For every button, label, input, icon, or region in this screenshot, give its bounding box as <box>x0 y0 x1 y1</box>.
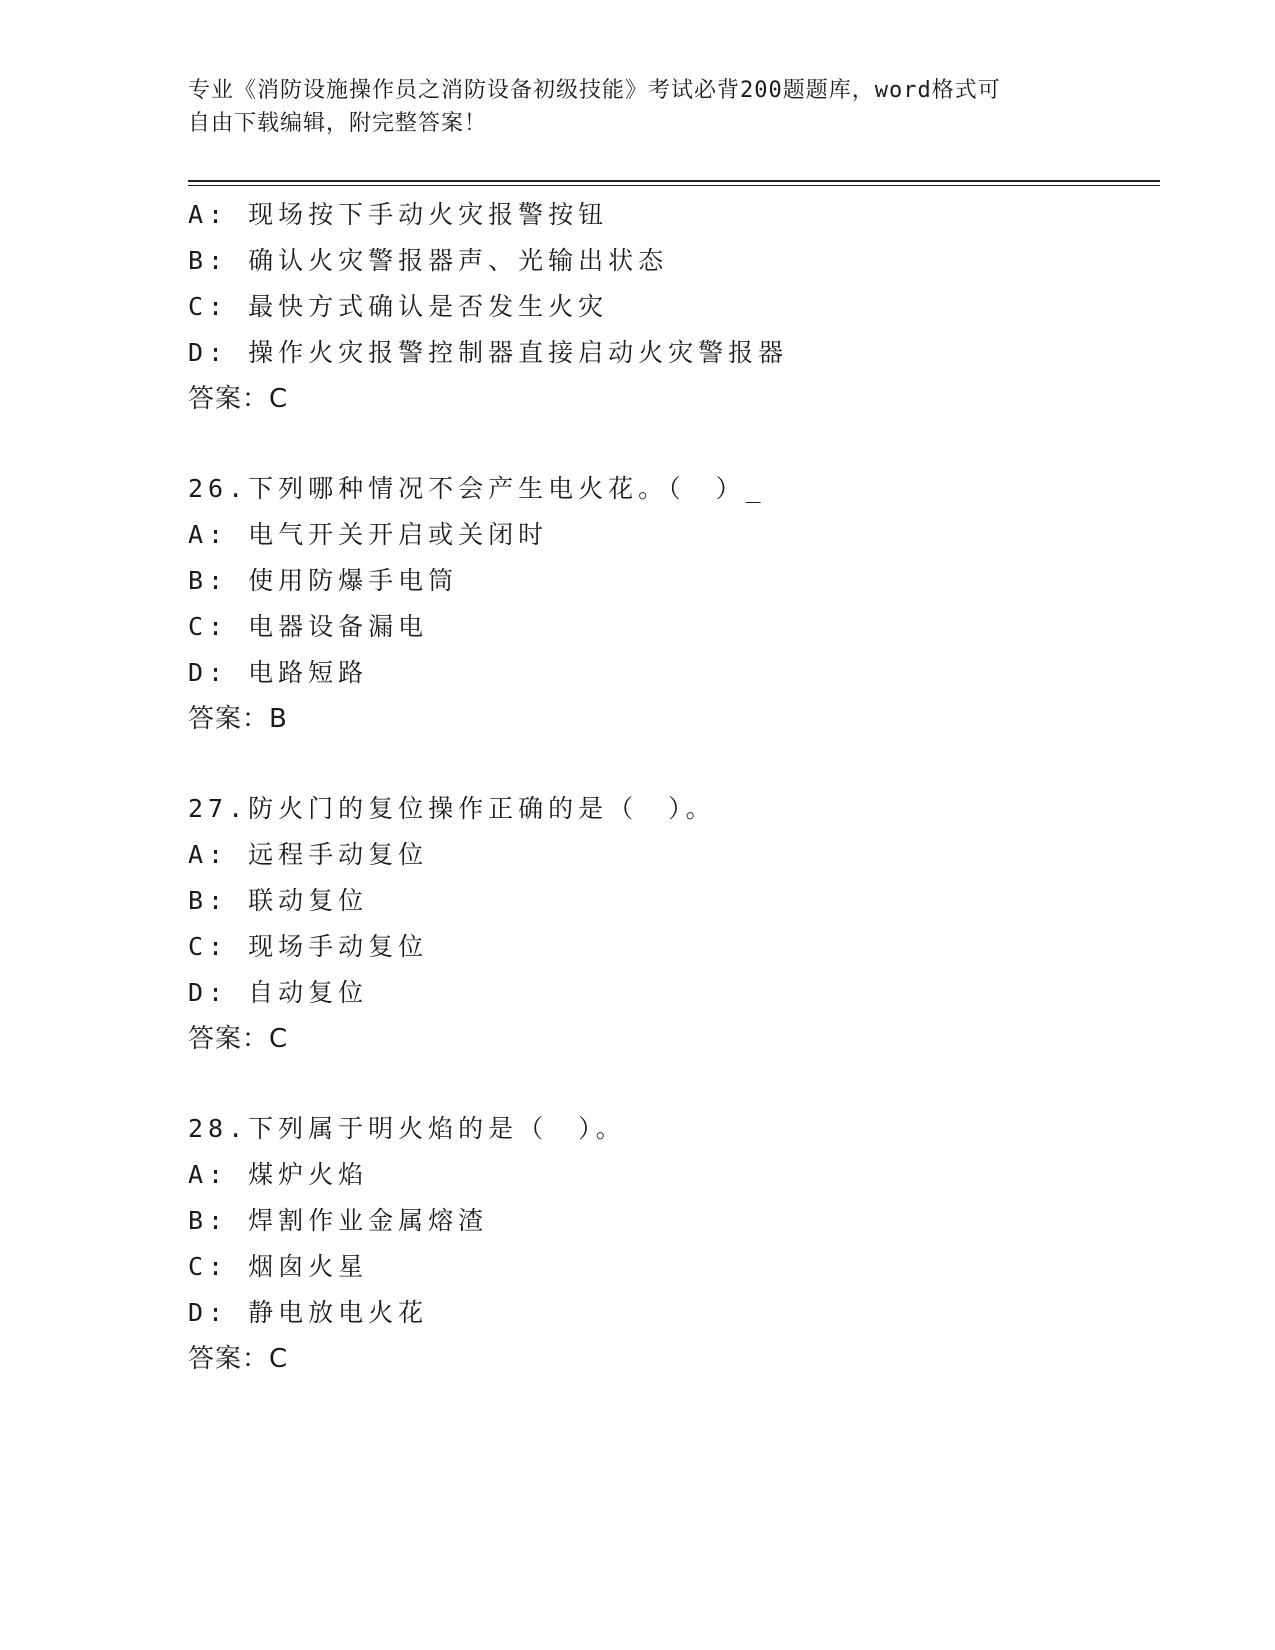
option-a: A: 电气开关开启或关闭时 <box>188 520 549 549</box>
question-block-27 <box>188 786 1158 1062</box>
spacer <box>188 1062 1158 1106</box>
option-d: D: 电路短路 <box>188 658 369 687</box>
option-b: B: 确认火灾警报器声、光输出状态 <box>188 246 669 275</box>
option-b: B: 使用防爆手电筒 <box>188 566 459 595</box>
header-line-1: 专业《消防设施操作员之消防设备初级技能》考试必背200题题库，word格式可 <box>188 78 1001 103</box>
question-text: 27.防火门的复位操作正确的是（ ）。 <box>188 794 716 823</box>
question-block-26 <box>188 466 1158 742</box>
spacer <box>188 422 1158 466</box>
question-block-25 <box>188 192 1158 422</box>
option-d: D: 自动复位 <box>188 978 369 1007</box>
option-c: C: 电器设备漏电 <box>188 612 429 641</box>
option-a: A: 远程手动复位 <box>188 840 429 869</box>
answer-line: 答案：C <box>188 1024 289 1054</box>
option-c: C: 现场手动复位 <box>188 932 429 961</box>
option-a: A: 煤炉火焰 <box>188 1160 369 1189</box>
header-divider <box>188 180 1160 186</box>
document-header <box>188 74 1068 140</box>
question-content <box>188 192 1158 1382</box>
spacer <box>188 742 1158 786</box>
answer-line: 答案：C <box>188 1344 289 1374</box>
answer-line: 答案：B <box>188 704 288 734</box>
question-text: 26.下列哪种情况不会产生电火花。（ ）_ <box>188 474 766 503</box>
answer-line: 答案：C <box>188 384 289 414</box>
header-line-2: 自由下载编辑，附完整答案！ <box>188 111 488 136</box>
option-a: A: 现场按下手动火灾报警按钮 <box>188 200 609 229</box>
option-c: C: 烟囱火星 <box>188 1252 369 1281</box>
option-b: B: 焊割作业金属熔渣 <box>188 1206 489 1235</box>
question-text: 28.下列属于明火焰的是（ ）。 <box>188 1114 626 1143</box>
option-d: D: 静电放电火花 <box>188 1298 429 1327</box>
option-c: C: 最快方式确认是否发生火灾 <box>188 292 609 321</box>
option-d: D: 操作火灾报警控制器直接启动火灾警报器 <box>188 338 789 367</box>
option-b: B: 联动复位 <box>188 886 369 915</box>
question-block-28 <box>188 1106 1158 1382</box>
